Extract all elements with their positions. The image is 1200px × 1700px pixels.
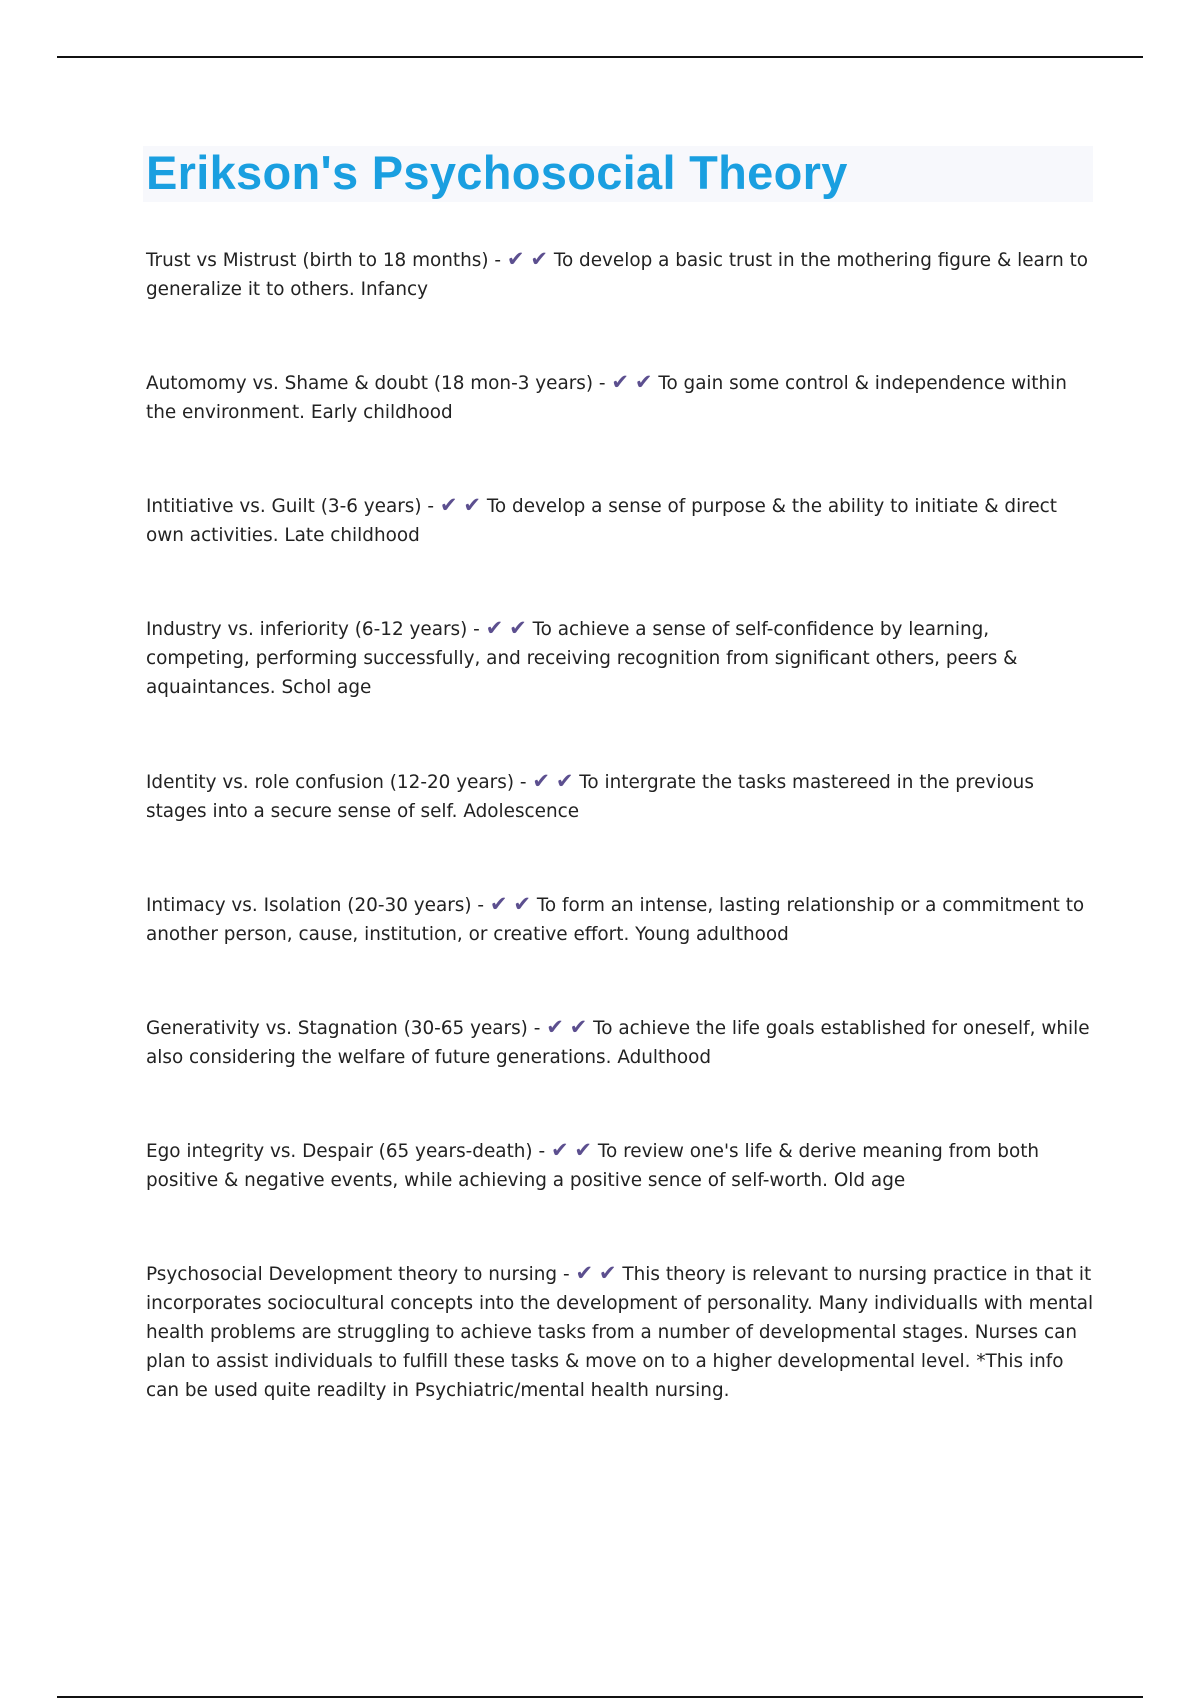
check-icon: ✔: [569, 1015, 588, 1039]
flashcard-entry-nursing: [146, 1260, 1094, 1405]
entry-definition: To achieve the life goals established for oneself, while also considering the welfare of future generations. Adulthood: [146, 1018, 1090, 1068]
entry-term: Automomy vs. Shame & doubt (18 mon-3 years) -: [146, 373, 606, 394]
flashcard-entry-identity: [146, 768, 1094, 826]
flashcard-entry-generativity: [146, 1014, 1094, 1072]
document-title: Erikson's Psychosocial Theory: [146, 146, 848, 199]
flashcard-entry-industry: [146, 615, 1094, 702]
check-icon: ✔: [546, 1015, 564, 1039]
check-icon: ✔: [598, 1261, 617, 1285]
entry-definition: To develop a basic trust in the mothering figure & learn to generalize it to others. Infancy: [146, 250, 1089, 300]
entry-definition: To review one's life & derive meaning from both positive & negative events, while achieving a positive sence of self-worth. Old age: [146, 1141, 1040, 1191]
flashcard-entry-initiative: [146, 492, 1094, 550]
entry-term: Intitiative vs. Guilt (3-6 years) -: [146, 496, 435, 517]
entry-definition: This theory is relevant to nursing practice in that it incorporates sociocultural concepts into the development of personality. Many individualls with mental health problems are struggling to achieve tasks from a number of developmental stages. Nurses can plan to assist individuals to fulfill these tasks & move on to a higher developmental level. *This info can be used quite readilty in Psychiatric/mental health nursing.: [146, 1264, 1094, 1401]
entry-term: Ego integrity vs. Despair (65 years-death) -: [146, 1141, 546, 1162]
entry-definition: To form an intense, lasting relationship or a commitment to another person, cause, institution, or creative effort. Young adulthood: [146, 895, 1085, 945]
check-icon: ✔: [532, 769, 550, 793]
check-icon: ✔: [574, 1138, 593, 1162]
bottom-rule: [57, 1696, 1143, 1698]
check-icon: ✔: [513, 892, 531, 916]
check-icon: ✔: [634, 370, 653, 394]
check-icon: ✔: [611, 370, 630, 394]
flashcard-entry-trust: [146, 246, 1094, 304]
entry-term: Generativity vs. Stagnation (30-65 years) -: [146, 1018, 541, 1039]
flashcard-entry-ego-integrity: [146, 1137, 1094, 1195]
entry-definition: To gain some control & independence within the environment. Early childhood: [146, 373, 1067, 423]
check-icon: ✔: [485, 616, 504, 640]
flashcard-entry-intimacy: [146, 891, 1094, 949]
entry-term: Identity vs. role confusion (12-20 years) -: [146, 772, 527, 793]
entry-term: Industry vs. inferiority (6-12 years) -: [146, 619, 480, 640]
check-icon: ✔: [439, 493, 458, 517]
entry-term: Trust vs Mistrust (birth to 18 months) -: [146, 250, 502, 271]
entry-definition: To achieve a sense of self-confidence by learning, competing, performing successfully, and receiving recognition from significant others, peers & aquaintances. Schol age: [146, 619, 1018, 698]
check-icon: ✔: [555, 769, 574, 793]
check-icon: ✔: [550, 1138, 569, 1162]
flashcard-entry-autonomy: [146, 369, 1094, 427]
check-icon: ✔: [489, 892, 508, 916]
check-icon: ✔: [509, 616, 527, 640]
check-icon: ✔: [506, 247, 525, 271]
entry-term: Intimacy vs. Isolation (20-30 years) -: [146, 895, 485, 916]
entry-definition: To intergrate the tasks mastereed in the previous stages into a secure sense of self. Adolescence: [146, 772, 1034, 822]
check-icon: ✔: [530, 247, 548, 271]
check-icon: ✔: [463, 493, 481, 517]
top-rule: [57, 56, 1143, 58]
entry-term: Psychosocial Development theory to nursing -: [146, 1264, 570, 1285]
check-icon: ✔: [575, 1261, 594, 1285]
entry-definition: To develop a sense of purpose & the ability to initiate & direct own activities. Late childhood: [146, 496, 1057, 546]
